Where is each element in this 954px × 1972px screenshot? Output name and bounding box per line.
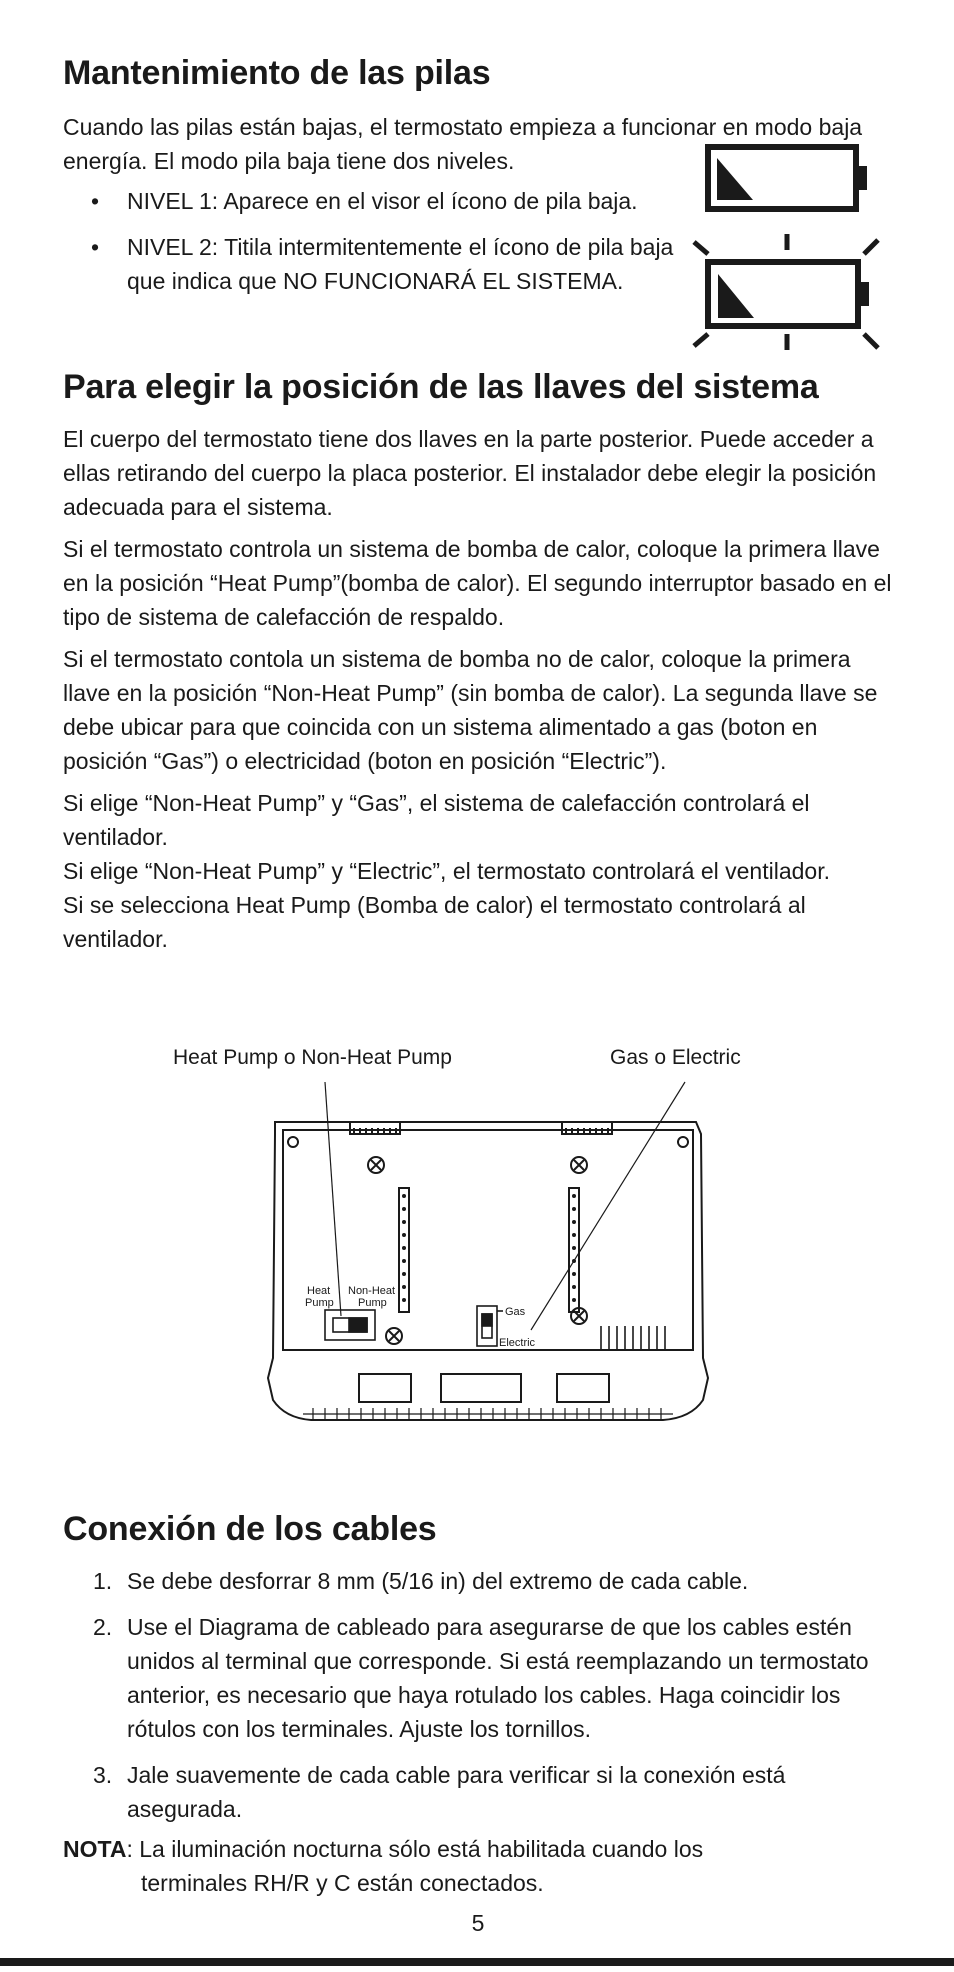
battery-level-text: NIVEL 2: Titila intermitentemente el ícono de pila baja que indica que NO FUNCIONARÁ EL SISTEMA. [127, 234, 674, 294]
thermostat-body [268, 1122, 708, 1420]
battery-intro-text: Cuando las pilas están bajas, el termostato empieza a funcionar en modo baja energía. El modo pila baja tiene dos niveles. [63, 114, 863, 174]
paragraph: Si elige “Non-Heat Pump” y “Electric”, el termostato controlará el ventilador. [63, 858, 830, 884]
note-text-1: : La iluminación nocturna sólo está habilitada cuando los [126, 1836, 704, 1862]
battery-level-1 [63, 184, 683, 218]
page-number: 5 [471, 1910, 485, 1936]
switches-body [63, 422, 893, 956]
note-text-2: terminales RH/R y C están conectados. [141, 1870, 544, 1896]
step-number: 3. [93, 1762, 113, 1788]
terminal-dots [402, 1194, 576, 1302]
battery-level-text: NIVEL 1: Aparece en el visor el ícono de pila baja. [127, 188, 638, 214]
label-gas-electric-switch: Gas o Electric [610, 1046, 741, 1069]
wire-step [63, 1564, 893, 1598]
heading-wire-connection: Conexión de los cables [63, 1510, 437, 1548]
wire-step [63, 1758, 893, 1826]
label-heat-pump-switch: Heat Pump o Non-Heat Pump [173, 1046, 452, 1069]
bottom-openings [359, 1374, 609, 1402]
note-label: NOTA [63, 1836, 127, 1862]
switch-nonheat-label: Pump [358, 1297, 387, 1309]
paragraph: El cuerpo del termostato tiene dos llaves en la parte posterior. Puede acceder a ellas retirando del cuerpo la placa posterior. El instalador debe elegir la posición adecuada para el sistema. [63, 426, 877, 520]
blinking-low-battery-icon [688, 230, 888, 350]
bottom-ridge [303, 1408, 673, 1420]
battery-level-2 [63, 230, 683, 298]
bottom-rule [0, 1958, 954, 1966]
bullet-icon: • [91, 188, 100, 214]
wire-steps-list [63, 1564, 893, 1838]
step-number: 2. [93, 1614, 113, 1640]
battery-levels-list [63, 184, 683, 310]
paragraph: Si elige “Non-Heat Pump” y “Gas”, el sistema de calefacción controlará el ventilador. [63, 790, 810, 850]
wire-step [63, 1610, 893, 1746]
bullet-icon: • [91, 234, 100, 260]
step-text: Jale suavemente de cada cable para verificar si la conexión está asegurada. [127, 1762, 786, 1822]
paragraph: Si el termostato controla un sistema de bomba de calor, coloque la primera llave en la posición “Heat Pump”(bomba de calor). El segundo interruptor basado en el tipo de sistema de calefacción de respaldo. [63, 536, 892, 630]
heading-battery-maintenance: Mantenimiento de las pilas [63, 54, 491, 92]
switch-nonheat-label: Non-Heat [348, 1285, 396, 1297]
step-text: Se debe desforrar 8 mm (5/16 in) del extremo de cada cable. [127, 1568, 749, 1594]
vent-slats [601, 1326, 665, 1350]
thermostat-backplate-diagram [63, 1038, 893, 1438]
switch-gas-label: Gas [505, 1306, 526, 1318]
step-text: Use el Diagrama de cableado para asegurarse de que los cables estén unidos al terminal que corresponde. Si está reemplazando un termostato anterior, es necesario que haya rotulado los cables. Haga coincidir los rótulos con los terminales. Ajuste los tornillos. [127, 1614, 869, 1742]
low-battery-icon [703, 142, 873, 216]
paragraph: Si el termostato contola un sistema de bomba no de calor, coloque la primera llave en la posición “Non-Heat Pump” (sin bomba de calor). La segunda llave se debe ubicar para que coincida con un sistema alimentado a gas (boton en posición “Gas”) o electricidad (boton en posición “Electric”). [63, 646, 878, 774]
heat-pump-switch [325, 1310, 375, 1340]
paragraph: Si se selecciona Heat Pump (Bomba de calor) el termostato controlará al ventilador. [63, 892, 806, 952]
step-number: 1. [93, 1568, 113, 1594]
switch-electric-label: Electric [499, 1337, 536, 1349]
switch-heat-label: Heat [307, 1285, 331, 1297]
switch-heat-label: Pump [305, 1297, 334, 1309]
note [63, 1832, 893, 1900]
heading-system-switches: Para elegir la posición de las llaves del sistema [63, 368, 819, 406]
